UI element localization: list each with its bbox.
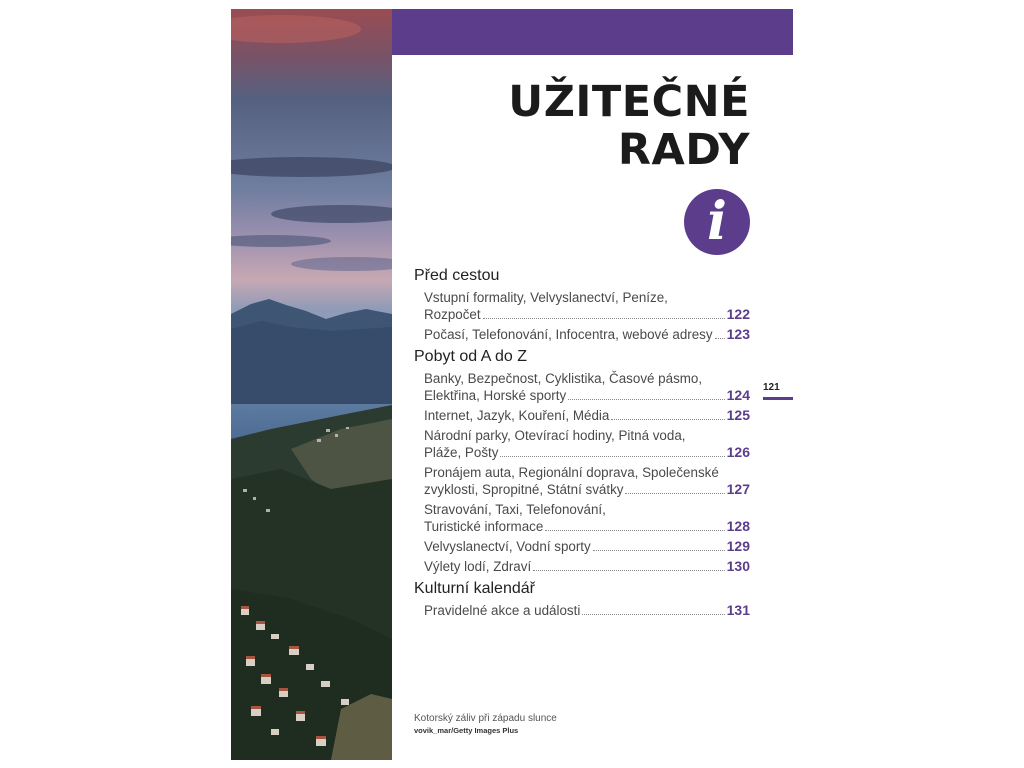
- toc-entry[interactable]: [424, 464, 750, 498]
- leader-dots: [625, 493, 724, 494]
- leader-dots: [611, 419, 724, 420]
- toc-entry-line1: Pronájem auta, Regionální doprava, Společenské: [424, 465, 719, 480]
- photo-credit: vovik_mar/Getty Images Plus: [414, 726, 519, 735]
- toc-page-number: 123: [726, 326, 750, 342]
- toc-page-number: 125: [726, 407, 750, 423]
- toc-page-number: 130: [726, 558, 750, 574]
- title-line-1: UŽITEČNÉ: [508, 77, 750, 127]
- leader-dots: [715, 338, 725, 339]
- page-title: [508, 78, 750, 174]
- leader-dots: [483, 318, 725, 319]
- toc-entry-line1: Vstupní formality, Velvyslanectví, Peníze,: [424, 290, 668, 305]
- toc-entry[interactable]: [424, 289, 750, 323]
- toc-page-number: 126: [726, 444, 750, 460]
- toc-entry[interactable]: [424, 427, 750, 461]
- toc-entry[interactable]: [424, 538, 750, 555]
- toc-page-number: 124: [726, 387, 750, 403]
- toc-entry-line1: Stravování, Taxi, Telefonování,: [424, 502, 606, 517]
- toc-entry-text: Počasí, Telefonování, Infocentra, webové adresy: [424, 327, 713, 342]
- toc-entry[interactable]: [424, 501, 750, 535]
- page-number: 121: [763, 382, 780, 393]
- toc-page-number: 129: [726, 538, 750, 554]
- leader-dots: [533, 570, 724, 571]
- info-icon-glyph: i: [707, 191, 727, 252]
- leader-dots: [568, 399, 725, 400]
- toc-page-number: 128: [726, 518, 750, 534]
- toc-entry-line1: Banky, Bezpečnost, Cyklistika, Časové pásmo,: [424, 371, 703, 386]
- toc-entry-text: zvyklosti, Spropitné, Státní svátky: [424, 482, 624, 497]
- toc-section-heading: Pobyt od A do Z: [414, 348, 527, 365]
- toc-entry-text: Pláže, Pošty: [424, 445, 499, 460]
- toc-entry[interactable]: [424, 370, 750, 404]
- toc-entry-text: Turistické informace: [424, 519, 544, 534]
- toc-entry-text: Elektřina, Horské sporty: [424, 388, 567, 403]
- toc-section-heading: Před cestou: [414, 267, 500, 284]
- toc-entry-text: Rozpočet: [424, 307, 481, 322]
- toc-entry[interactable]: [424, 602, 750, 619]
- toc-entry[interactable]: [424, 407, 750, 424]
- toc-section-heading: Kulturní kalendář: [414, 580, 535, 597]
- toc-entry[interactable]: [424, 558, 750, 575]
- toc-page-number: 122: [726, 306, 750, 322]
- toc-entry-line1: Národní parky, Otevírací hodiny, Pitná voda,: [424, 428, 686, 443]
- table-of-contents: [414, 264, 750, 619]
- photo-caption: Kotorský záliv při západu slunce: [414, 713, 557, 724]
- leader-dots: [582, 614, 724, 615]
- toc-entry-text: Pravidelné akce a události: [424, 603, 581, 618]
- leader-dots: [545, 530, 724, 531]
- toc-entry[interactable]: [424, 326, 750, 343]
- leader-dots: [593, 550, 725, 551]
- title-line-2: RADY: [617, 125, 750, 175]
- page-number-underline: [763, 397, 793, 400]
- cover-photo-kotor-bay: [231, 9, 392, 760]
- header-bar: [392, 9, 793, 55]
- toc-entry-text: Velvyslanectví, Vodní sporty: [424, 539, 591, 554]
- info-icon: [684, 189, 750, 255]
- leader-dots: [500, 456, 724, 457]
- toc-entry-text: Internet, Jazyk, Kouření, Média: [424, 408, 610, 423]
- toc-page-number: 127: [726, 481, 750, 497]
- toc-page-number: 131: [726, 602, 750, 618]
- toc-entry-text: Výlety lodí, Zdraví: [424, 559, 532, 574]
